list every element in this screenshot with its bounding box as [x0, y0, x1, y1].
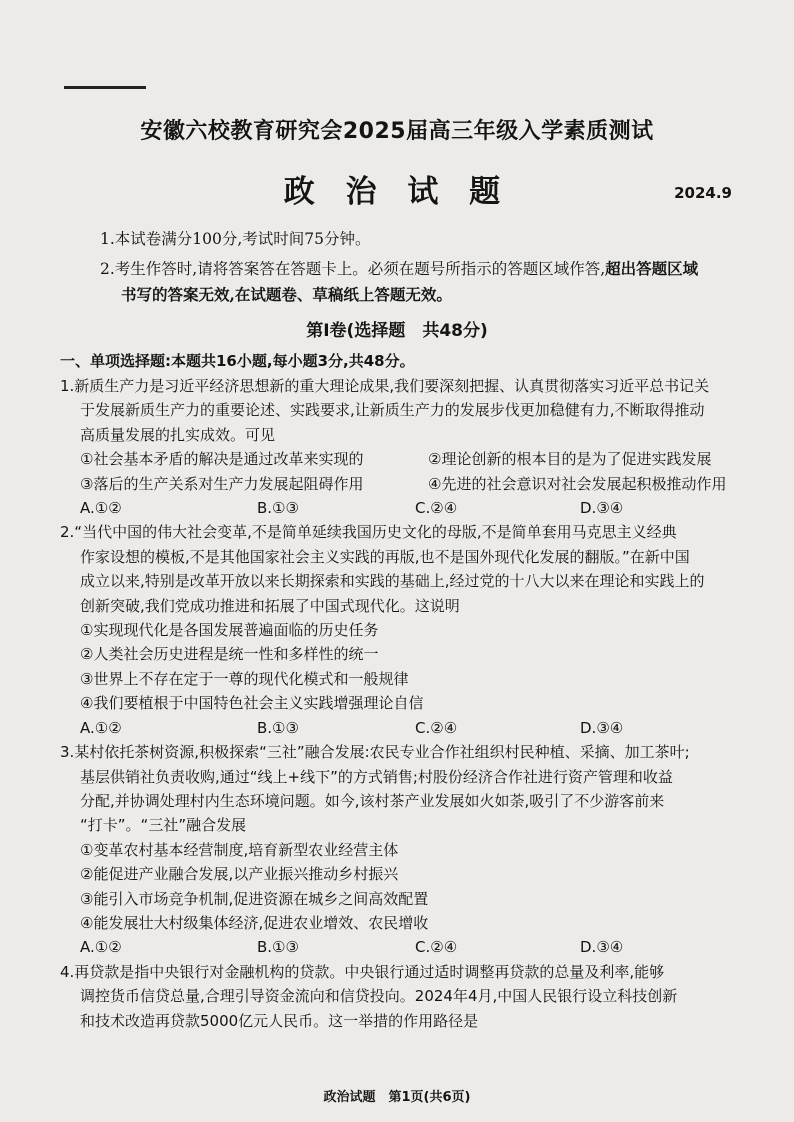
choice-c: C.②④ — [415, 718, 458, 737]
question-line: 创新突破,我们党成功推进和拓展了中国式现代化。这说明 — [80, 596, 460, 615]
answer-choices — [60, 496, 750, 520]
exam-notes — [100, 226, 760, 308]
exam-title: 政 治 试 题 — [283, 174, 511, 210]
choice-d: D.③④ — [580, 938, 624, 957]
part-heading: 一、单项选择题:本题共16小题,每小题3分,共48分。 — [60, 352, 415, 370]
statement-3: ③能引入市场竞争机制,促进资源在城乡之间高效配置 — [80, 889, 429, 908]
question-2 — [60, 520, 750, 740]
choice-b: B.①③ — [257, 499, 299, 518]
statement-2: ②能促进产业融合发展,以产业振兴推动乡村振兴 — [80, 865, 399, 884]
question-1 — [60, 374, 750, 520]
note-2-bold: 超出答题区域 — [605, 259, 699, 278]
answer-choices — [60, 716, 750, 740]
statement-1: ①实现现代化是各国发展普遍面临的历史任务 — [80, 621, 379, 640]
choice-a: A.①② — [80, 718, 122, 737]
question-line: 于发展新质生产力的重要论述、实践要求,让新质生产力的发展步伐更加稳健有力,不断取得推动 — [80, 401, 705, 420]
note-2-text: 2.考生作答时,请将答案答在答题卡上。必须在题号所指示的答题区域作答, — [100, 260, 606, 278]
note-1: 1.本试卷满分100分,考试时间75分钟。 — [100, 230, 371, 248]
question-line: 和技术改造再贷款5000亿元人民币。这一举措的作用路径是 — [80, 1011, 479, 1030]
question-3 — [60, 740, 750, 960]
choice-a: A.①② — [80, 938, 122, 957]
choice-b: B.①③ — [257, 938, 299, 957]
question-body — [60, 374, 750, 1033]
question-line: 高质量发展的扎实成效。可见 — [80, 425, 276, 444]
choice-c: C.②④ — [415, 938, 458, 957]
question-line: 3.某村依托茶树资源,积极探索“三社”融合发展:农民专业合作社组织村民种植、采摘、加工茶叶; — [60, 743, 690, 762]
statement-4: ④能发展壮大村级集体经济,促进农业增效、农民增收 — [80, 913, 429, 932]
note-2-cont: 书写的答案无效,在试题卷、草稿纸上答题无效。 — [121, 285, 452, 304]
corner-mark — [64, 86, 146, 95]
page-footer: 政治试题 第1页(共6页) — [323, 1090, 471, 1105]
statement-3: ③落后的生产关系对生产力发展起阻碍作用 — [80, 474, 364, 493]
statement-4: ④我们要植根于中国特色社会主义实践增强理论自信 — [80, 694, 424, 713]
statement-3: ③世界上不存在定于一尊的现代化模式和一般规律 — [80, 669, 409, 688]
choice-c: C.②④ — [415, 499, 458, 518]
question-line: “打卡”。“三社”融合发展 — [80, 816, 247, 835]
exam-date: 2024.9 — [674, 184, 732, 202]
option-row — [60, 447, 750, 471]
statement-2: ②理论创新的根本目的是为了促进实践发展 — [428, 450, 712, 469]
question-4 — [60, 960, 750, 1033]
school-header: 安徽六校教育研究会2025届高三年级入学素质测试 — [140, 119, 654, 144]
title-row — [0, 166, 794, 210]
question-line: 基层供销社负责收购,通过“线上+线下”的方式销售;村股份经济合作社进行资产管理和收益 — [80, 767, 673, 786]
choice-a: A.①② — [80, 499, 122, 518]
choice-b: B.①③ — [257, 718, 299, 737]
question-line: 调控货币信贷总量,合理引导资金流向和信贷投向。2024年4月,中国人民银行设立科技创新 — [80, 987, 678, 1006]
question-line: 作家设想的模板,不是其他国家社会主义实践的再版,也不是国外现代化发展的翻版。”在新中国 — [80, 547, 690, 566]
option-row — [60, 472, 750, 496]
question-line: 1.新质生产力是习近平经济思想新的重大理论成果,我们要深刻把握、认真贯彻落实习近平总书记关 — [60, 377, 710, 395]
statement-4: ④先进的社会意识对社会发展起积极推动作用 — [428, 474, 727, 493]
choice-d: D.③④ — [580, 499, 624, 518]
question-line: 成立以来,特别是改革开放以来长期探索和实践的基础上,经过党的十八大以来在理论和实践上的 — [80, 572, 705, 591]
choice-d: D.③④ — [580, 718, 624, 737]
answer-choices — [60, 935, 750, 959]
note-2 — [100, 256, 760, 282]
statement-1: ①社会基本矛盾的解决是通过改革来实现的 — [80, 450, 364, 469]
statement-2: ②人类社会历史进程是统一性和多样性的统一 — [80, 645, 379, 664]
statement-1: ①变革农村基本经营制度,培育新型农业经营主体 — [80, 840, 399, 859]
question-line: 4.再贷款是指中央银行对金融机构的贷款。中央银行通过适时调整再贷款的总量及利率,能够 — [60, 962, 665, 981]
section-title: 第Ⅰ卷(选择题 共48分) — [306, 321, 488, 341]
question-line: 分配,并协调处理村内生态环境问题。如今,该村茶产业发展如火如荼,吸引了不少游客前来 — [80, 791, 665, 810]
question-line: 2.“当代中国的伟大社会变革,不是简单延续我国历史文化的母版,不是简单套用马克思主义经典 — [60, 523, 677, 542]
